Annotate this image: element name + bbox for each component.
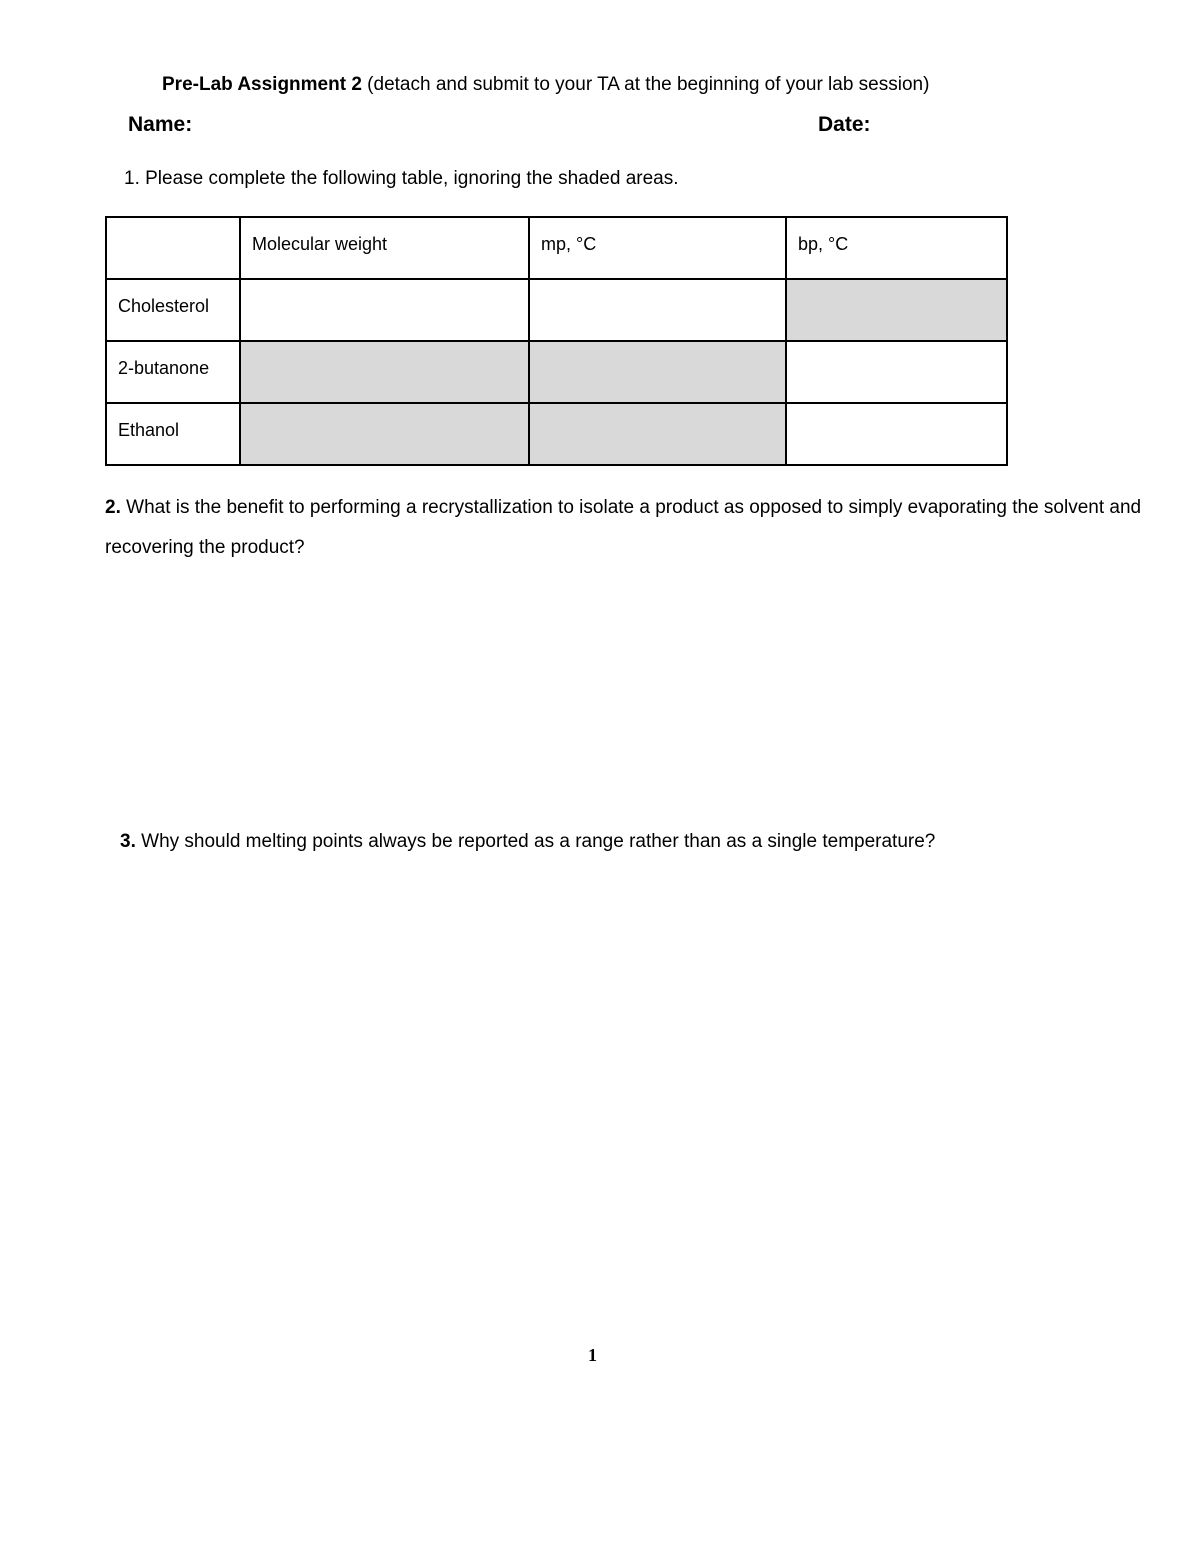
column-header-molecular-weight: Molecular weight (240, 217, 529, 279)
table-row (106, 403, 1007, 465)
table-corner-cell (106, 217, 240, 279)
properties-table (105, 216, 1008, 466)
row-label-cholesterol: Cholesterol (106, 279, 240, 341)
answer-cell[interactable] (529, 279, 786, 341)
assignment-title (162, 74, 929, 96)
question-2 (105, 488, 1175, 568)
row-label-2-butanone: 2-butanone (106, 341, 240, 403)
name-label: Name: (128, 113, 193, 136)
question-2-number: 2. (105, 497, 121, 518)
question-3-number: 3. (120, 831, 136, 852)
shaded-cell (529, 403, 786, 465)
row-label-ethanol: Ethanol (106, 403, 240, 465)
table-row (106, 279, 1007, 341)
date-label: Date: (818, 113, 871, 136)
answer-cell[interactable] (786, 403, 1007, 465)
question-1: 1. Please complete the following table, ignoring the shaded areas. (124, 168, 679, 189)
shaded-cell (786, 279, 1007, 341)
table-row (106, 341, 1007, 403)
assignment-title-bold: Pre-Lab Assignment 2 (162, 74, 362, 95)
table-header-row (106, 217, 1007, 279)
shaded-cell (529, 341, 786, 403)
answer-cell[interactable] (240, 279, 529, 341)
question-2-text: What is the benefit to performing a recrystallization to isolate a product as opposed to simply evaporating the solvent and recovering the product? (105, 497, 1142, 558)
shaded-cell (240, 403, 529, 465)
column-header-mp: mp, °C (529, 217, 786, 279)
shaded-cell (240, 341, 529, 403)
question-3 (120, 831, 935, 853)
column-header-bp: bp, °C (786, 217, 1007, 279)
answer-cell[interactable] (786, 341, 1007, 403)
page-number: 1 (588, 1345, 597, 1365)
assignment-title-instructions: (detach and submit to your TA at the beginning of your lab session) (361, 74, 930, 95)
question-3-text: Why should melting points always be reported as a range rather than as a single temperature? (135, 831, 936, 852)
